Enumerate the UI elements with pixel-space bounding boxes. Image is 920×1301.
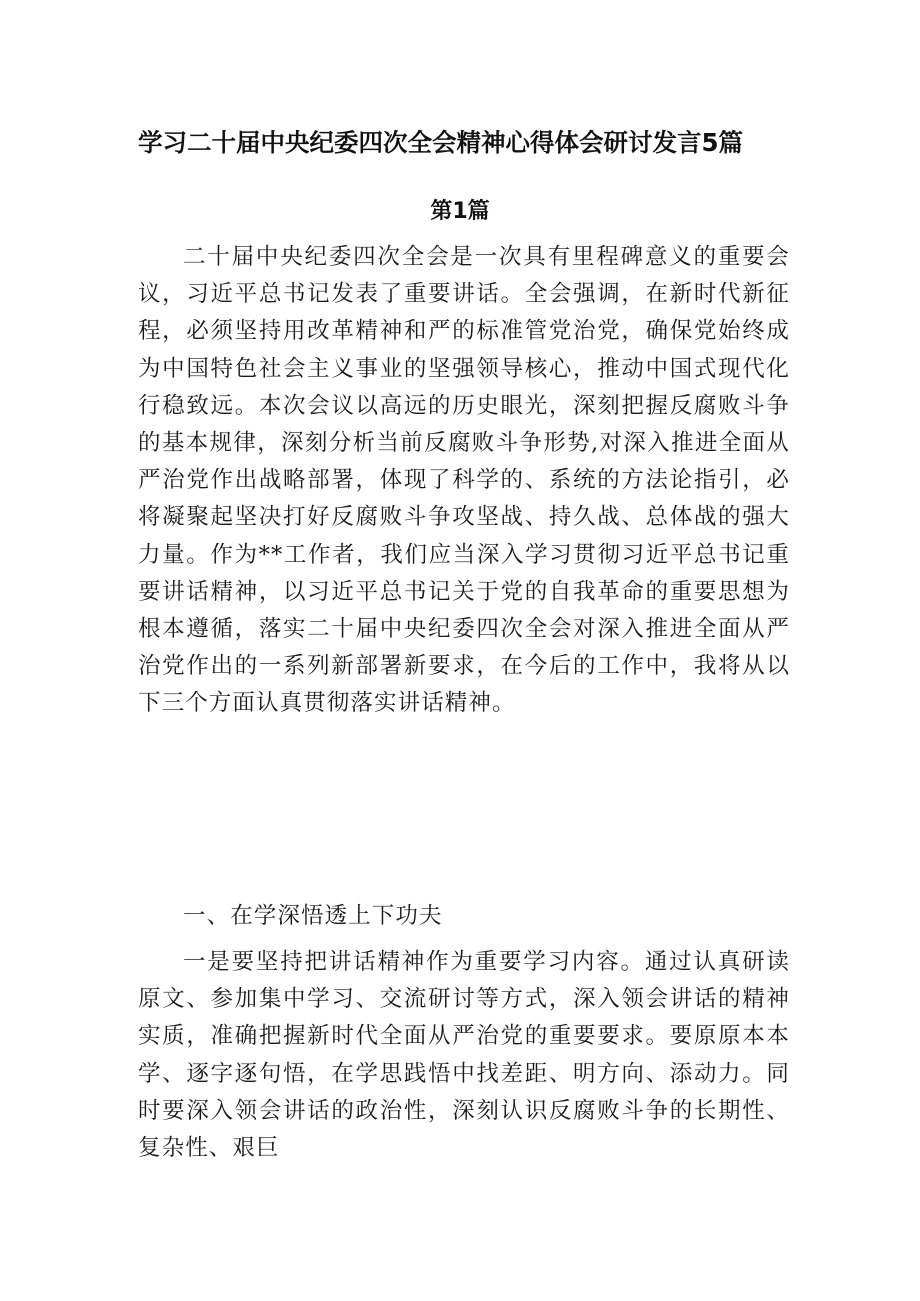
document-title: 学习二十届中央纪委四次全会精神心得体会研讨发言5篇 <box>138 128 744 157</box>
body-paragraph: 二十届中央纪委四次全会是一次具有里程碑意义的重要会议，习近平总书记发表了重要讲话。全会强调，在新时代新征程，必须坚持用改革精神和严的标准管党治党，确保党始终成为中国特色社会主义事业的坚强领导核心，推动中国式现代化行稳致远。本次会议以高远的历史眼光，深刻把握反腐败斗争的基本规律，深刻分析当前反腐败斗争形势,对深入推进全面从严治党作出战略部署，体现了科学的、系统的方法论指引，必将凝聚起坚决打好反腐败斗争攻坚战、持久战、总体战的强大力量。作为**工作者，我们应当深入学习贯彻习近平总书记重要讲话精神，以习近平总书记关于党的自我革命的重要思想为根本遵循，落实二十届中央纪委四次全会对深入推进全面从严治党作出的一系列新部署新要求，在今后的工作中，我将从以下三个方面认真贯彻落实讲话精神。 <box>138 244 790 717</box>
section-heading: 第1篇 <box>430 199 490 224</box>
body-paragraph: 一是要坚持把讲话精神作为重要学习内容。通过认真研读原文、参加集中学习、交流研讨等方式，深入领会讲话的精神实质，准确把握新时代全面从严治党的重要要求。要原原本本学、逐字逐句悟，在学思践悟中找差距、明方向、添动力。同时要深入领会讲话的政治性，深刻认识反腐败斗争的长期性、复杂性、艰巨 <box>138 949 790 1162</box>
subsection-heading: 一、在学深悟透上下功夫 <box>183 903 443 929</box>
